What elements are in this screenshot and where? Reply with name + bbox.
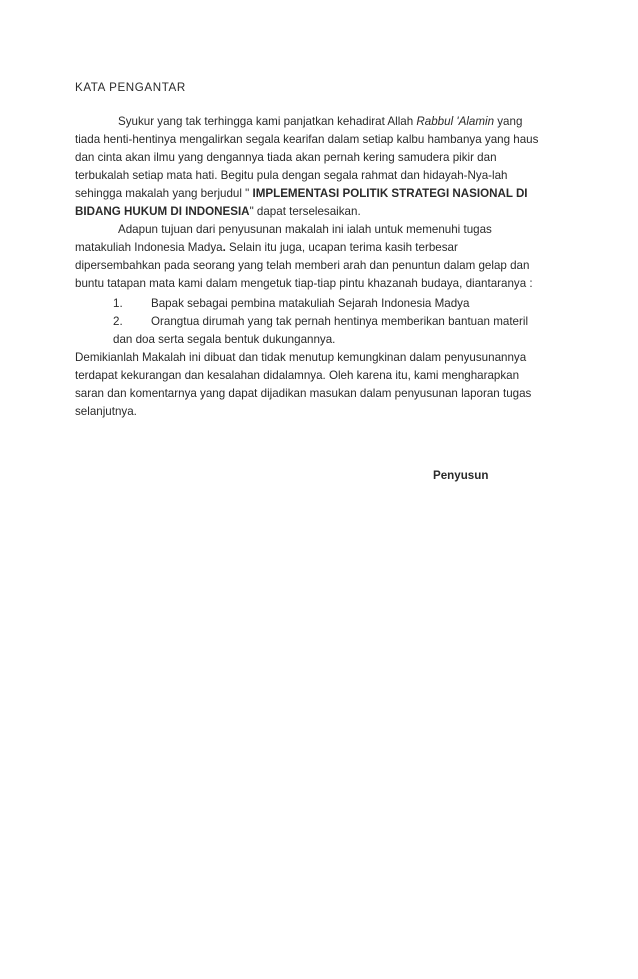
- paragraph-3-line-3: saran dan komentarnya yang dapat dijadikan masukan dalam penyusunan laporan tugas: [75, 387, 532, 400]
- list-number: 1.: [113, 297, 123, 310]
- text-segment: matakuliah Indonesia Madya: [75, 241, 223, 254]
- paragraph-1-line-2: tiada henti-hentinya mengalirkan segala kearifan dalam setiap kalbu hambanya yang haus: [75, 133, 539, 146]
- list-item-continuation: dan doa serta segala bentuk dukungannya.: [113, 333, 336, 346]
- paragraph-2-line-1: Adapun tujuan dari penyusunan makalah ini ialah untuk memenuhi tugas: [118, 223, 492, 236]
- text-segment: Selain itu juga, ucapan terima kasih terbesar: [225, 241, 458, 254]
- paragraph-1-line-6: [75, 204, 361, 220]
- paragraph-2-line-3: dipersembahkan pada seorang yang telah memberi arah dan penuntun dalam gelap dan: [75, 259, 530, 272]
- paragraph-1-line-5: [75, 186, 528, 202]
- paragraph-3-line-2: terdapat kekurangan dan kesalahan didalamnya. Oleh karena itu, kami mengharapkan: [75, 369, 520, 382]
- paragraph-2-line-4: buntu tatapan mata kami dalam mengetuk tiap-tiap pintu khazanah budaya, diantaranya :: [75, 277, 533, 290]
- list-text: Bapak sebagai pembina matakuliah Sejarah Indonesia Madya: [151, 297, 470, 310]
- italic-phrase: Rabbul 'Alamin: [416, 115, 495, 128]
- paragraph-2-line-2: [75, 240, 458, 256]
- bold-title-part-1: IMPLEMENTASI POLITIK STRATEGI NASIONAL DI: [252, 187, 528, 200]
- list-text: Orangtua dirumah yang tak pernah hentinya memberikan bantuan materil: [151, 315, 529, 328]
- text-segment: sehingga makalah yang berjudul ": [75, 187, 253, 200]
- paragraph-1-line-3: dan cinta akan ilmu yang dengannya tiada akan pernah kering samudera pikir dan: [75, 151, 497, 164]
- bold-period: .: [222, 241, 226, 254]
- paragraph-1-line-1: [118, 114, 522, 130]
- list-number: 2.: [113, 315, 123, 328]
- text-segment: Syukur yang tak terhingga kami panjatkan kehadirat Allah: [118, 115, 417, 128]
- list-item: [113, 296, 469, 312]
- bold-title-part-2: BIDANG HUKUM DI INDONESIA: [75, 205, 250, 218]
- paragraph-3-line-4: selanjutnya.: [75, 405, 137, 418]
- document-heading: KATA PENGANTAR: [75, 81, 186, 94]
- paragraph-1-line-4: terbukalah setiap mata hati. Begitu pula dengan segala rahmat dan hidayah-Nya-lah: [75, 169, 508, 182]
- text-segment: yang: [494, 115, 523, 128]
- list-item: [113, 314, 528, 330]
- paragraph-3-line-1: Demikianlah Makalah ini dibuat dan tidak menutup kemungkinan dalam penyusunannya: [75, 351, 527, 364]
- signature-label: Penyusun: [433, 469, 489, 482]
- text-segment: " dapat terselesaikan.: [249, 205, 361, 218]
